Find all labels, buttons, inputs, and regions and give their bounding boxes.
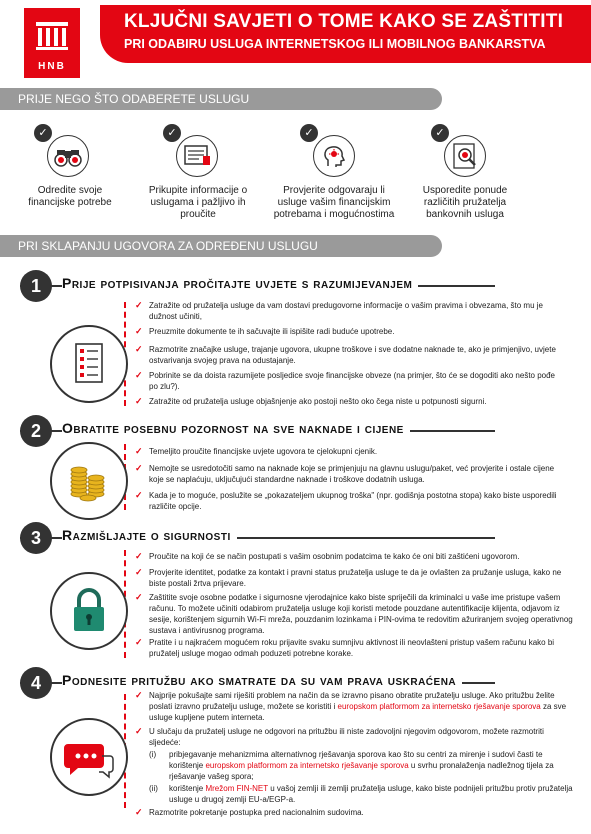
checklist-icon [52, 327, 126, 401]
check-icon: ✓ [135, 567, 143, 577]
step-caption-4 [405, 185, 525, 221]
step-circle-3 [313, 135, 355, 177]
caption-line: usluge vašim financijskim [277, 197, 391, 208]
block-heading-2: Obratite posebnu pozornost na sve naknade i cijene [62, 420, 410, 436]
step-caption-1 [10, 185, 130, 209]
check-icon: ✓ [431, 124, 449, 142]
caption-line: Prikupite informacije o [148, 185, 248, 196]
bullet-line: biste postali žrtva prijevare. [149, 579, 246, 588]
sub-item-ii [149, 783, 580, 805]
check-icon: ✓ [34, 124, 52, 142]
block-icon-circle-4 [50, 718, 128, 796]
bullet-item [135, 592, 580, 636]
text-span: u svrhu pronalaženja nadležnog tijela za [408, 761, 554, 770]
bullet-item [135, 726, 580, 748]
check-icon: ✓ [135, 344, 143, 354]
magnifier-icon [445, 136, 485, 176]
bullet-line: Temeljito proučite financijske uvjete ugovora te cjelokupni cjenik. [149, 447, 378, 456]
block-number-4: 4 [20, 667, 52, 699]
text-span: korištenje [169, 784, 206, 793]
thinking-head-icon [314, 136, 354, 176]
bullet-line: Zaštitite svoje osobne podatke i sigurnosne vjerodajnice kako biste spriječili da kriminalci u vaše ime pristupe vašem [149, 593, 561, 602]
page-subtitle: PRI ODABIRU USLUGA INTERNETSKOG ILI MOBILNOG BANKARSTVA [124, 37, 546, 51]
bullet-line: ostvarivanja svojeg prava na odustajanje. [149, 356, 296, 365]
bullet-line: Proučite na koji će se način postupati s vašim osobnim podatcima te kako će oni biti zaštićeni ugovorom. [149, 552, 520, 561]
text-span: za sve [540, 702, 567, 711]
fin-net-link[interactable]: Mrežom FIN-NET [205, 784, 268, 793]
bullet-line: različite opcije. [149, 502, 202, 511]
bullet-line: Zatražite od pružatelja usluge da vam dostavi predugovorne informacije o vašim pravima i obvezama, što mu je [149, 301, 543, 310]
bullet-item [135, 807, 580, 818]
bullet-line: sustava i antivirusnog programa. [149, 626, 265, 635]
bullet-item [135, 446, 580, 457]
section-bar-contract: PRI SKLAPANJU UGOVORA ZA ODREĐENU USLUGU [0, 235, 442, 257]
bullet-item [135, 300, 580, 322]
bullet-line: Pratite i u najkraćem mogućem roku prijavite svaku sumnjivu aktivnost ili neovlašteni pristup vašem računu kako bi [149, 638, 555, 647]
check-icon: ✓ [135, 446, 143, 456]
block-heading-4: Podnesite pritužbu ako smatrate da su vam prava uskraćena [62, 672, 462, 688]
caption-line: financijske potrebe [28, 197, 112, 208]
sub-item-label: (ii) [149, 784, 158, 793]
block-heading-1: Prije potpisivanja pročitajte uvjete s razumijevanjem [62, 275, 418, 291]
step-circle-1 [47, 135, 89, 177]
bullet-line: Nemojte se usredotočiti samo na naknade koje se primjenjuju na glavnu uslugu/paket, već provjerite i ostale cijene [149, 464, 555, 473]
check-icon: ✓ [135, 490, 143, 500]
bullet-item [135, 551, 580, 562]
check-icon: ✓ [135, 396, 143, 406]
bullet-line: Provjerite identitet, podatke za kontakt i pravni status pružatelja usluge te da je ovlašten za pružanje usluga, kako ne [149, 568, 562, 577]
caption-line: bankovnih usluga [426, 209, 504, 220]
bullet-line: dužnost učiniti, [149, 312, 202, 321]
bank-building-icon [36, 22, 68, 50]
check-icon: ✓ [135, 370, 143, 380]
section-bar-before-choosing: PRIJE NEGO ŠTO ODABERETE USLUGU [0, 88, 442, 110]
bullet-line: sljedeće: [149, 738, 181, 747]
sub-item-i [149, 749, 580, 782]
bullet-line [149, 701, 580, 712]
caption-line: Odredite svoje [37, 185, 103, 196]
bullet-line: rješavanje vašeg spora; [169, 772, 254, 781]
bullet-line: Najprije pokušajte sami riješiti problem na način da se izravno pisano obratite pružatelju usluge. Ako pritužbu želite [149, 691, 555, 700]
bullet-line: usluge u drugoj zemlji EU-a/EGP-a. [169, 795, 296, 804]
check-icon: ✓ [135, 463, 143, 473]
caption-line: proučite [180, 209, 216, 220]
bullet-line: računu. To možete učiniti odabirom pružatelja usluge koji koristi metode pouzdane autentifikacije klijenta, odjavom iz [149, 604, 560, 613]
bullet-line: po zlu?). [149, 382, 180, 391]
hnb-logo [24, 8, 80, 78]
bullet-item [135, 463, 580, 485]
caption-line: Provjerite odgovaraju li [283, 185, 385, 196]
text-span: u vašoj zemlji ili zemlji pružatelja usluge, kako biste podnijeli pritužbu protiv pružatelja [268, 784, 573, 793]
block-number-2: 2 [20, 415, 52, 447]
odr-platform-link[interactable]: europskom platformom za internetsko rješavanje sporova [205, 761, 409, 770]
block-icon-circle-2 [50, 442, 128, 520]
odr-platform-link[interactable]: europskom platformom za internetsko rješavanje sporova [337, 702, 541, 711]
bullet-line: usluge kupljene putem interneta. [149, 713, 265, 722]
bullet-item [135, 344, 580, 366]
bullet-line: Pobrinite se da doista razumijete posljedice svoje financijske obveze (na primjer, što će se dogoditi ako nešto pođe [149, 371, 556, 380]
check-icon: ✓ [135, 690, 143, 700]
block-icon-circle-1 [50, 325, 128, 403]
step-caption-2 [138, 185, 258, 221]
caption-line: Usporedite ponude [422, 185, 508, 196]
check-icon: ✓ [135, 726, 143, 736]
caption-line: uslugama i pažljivo ih [150, 197, 246, 208]
step-caption-3 [270, 185, 398, 221]
bullet-line: Razmotrite značajke usluge, trajanje ugovora, ukupne troškove i sve dodatne naknade te, ako je primjenjivo, uvjete [149, 345, 556, 354]
bullet-item [135, 690, 580, 723]
bullet-item [135, 396, 580, 407]
bullet-item [135, 567, 580, 589]
bullet-item [135, 326, 580, 337]
caption-line: različitih pružatelja [423, 197, 507, 208]
check-icon: ✓ [135, 300, 143, 310]
bullet-line: pribjegavanje mehanizmima alternativnog rješavanja sporova kao što su centri za mirenje i sudovi časti te [169, 750, 543, 759]
sub-item-label: (i) [149, 750, 157, 759]
coins-icon [52, 444, 126, 518]
bullet-line: Preuzmite dokumente te ih sačuvajte ili ispišite radi buduće upotrebe. [149, 327, 395, 336]
text-span: poslati izravno pružatelju usluge, možete se koristiti i [149, 702, 338, 711]
check-icon: ✓ [135, 326, 143, 336]
bullet-line: Razmotrite pokretanje postupka pred nacionalnim sudovima. [149, 808, 364, 817]
bullet-line: U slučaju da pružatelj usluge ne odgovori na pritužbu ili niste zadovoljni njegovim odgovorom, možete razmotriti [149, 727, 544, 736]
block-icon-circle-3 [50, 572, 128, 650]
bullet-item [135, 370, 580, 392]
block-number-3: 3 [20, 522, 52, 554]
bullet-line: pružatelj usluge mogao odmah poduzeti potrebne korake. [149, 649, 354, 658]
speech-bubble-icon [52, 720, 126, 794]
bullet-line [169, 783, 580, 794]
padlock-icon [52, 574, 126, 648]
bullet-line: Zatražite od pružatelja usluge objašnjenje ako postoji nešto oko čega niste u potpunosti sigurni. [149, 397, 487, 406]
bullet-line: sesije, korištenjem sigurnih Wi-Fi mreža, pouzdanim lozinkama i PIN-ovima te redovitim ažuriranjem svojeg operativnog [149, 615, 573, 624]
check-icon: ✓ [300, 124, 318, 142]
text-span: korištenje [169, 761, 206, 770]
step-circle-4 [444, 135, 486, 177]
page-title: KLJUČNI SAVJETI O TOME KAKO SE ZAŠTITITI [124, 11, 564, 32]
check-icon: ✓ [135, 551, 143, 561]
check-icon: ✓ [163, 124, 181, 142]
check-icon: ✓ [135, 807, 143, 817]
check-icon: ✓ [135, 592, 143, 602]
bullet-item [135, 637, 580, 659]
bullet-line: Kada je to moguće, poslužite se „pokazateljem ukupnog troška" (npr. godišnja postotna stopa) kako biste usporedili [149, 491, 557, 500]
binoculars-icon [48, 136, 88, 176]
caption-line: potrebama i mogućnostima [273, 209, 395, 220]
block-number-1: 1 [20, 270, 52, 302]
check-icon: ✓ [135, 637, 143, 647]
logo-text: HNB [38, 61, 66, 72]
block-heading-3: Razmišljajte o sigurnosti [62, 527, 237, 543]
document-icon [177, 136, 217, 176]
bullet-line: koje se naplaćuju, uključujući standardne naknade i troškove dodatnih usluga. [149, 475, 425, 484]
step-circle-2 [176, 135, 218, 177]
bullet-line [169, 760, 580, 771]
bullet-item [135, 490, 580, 512]
